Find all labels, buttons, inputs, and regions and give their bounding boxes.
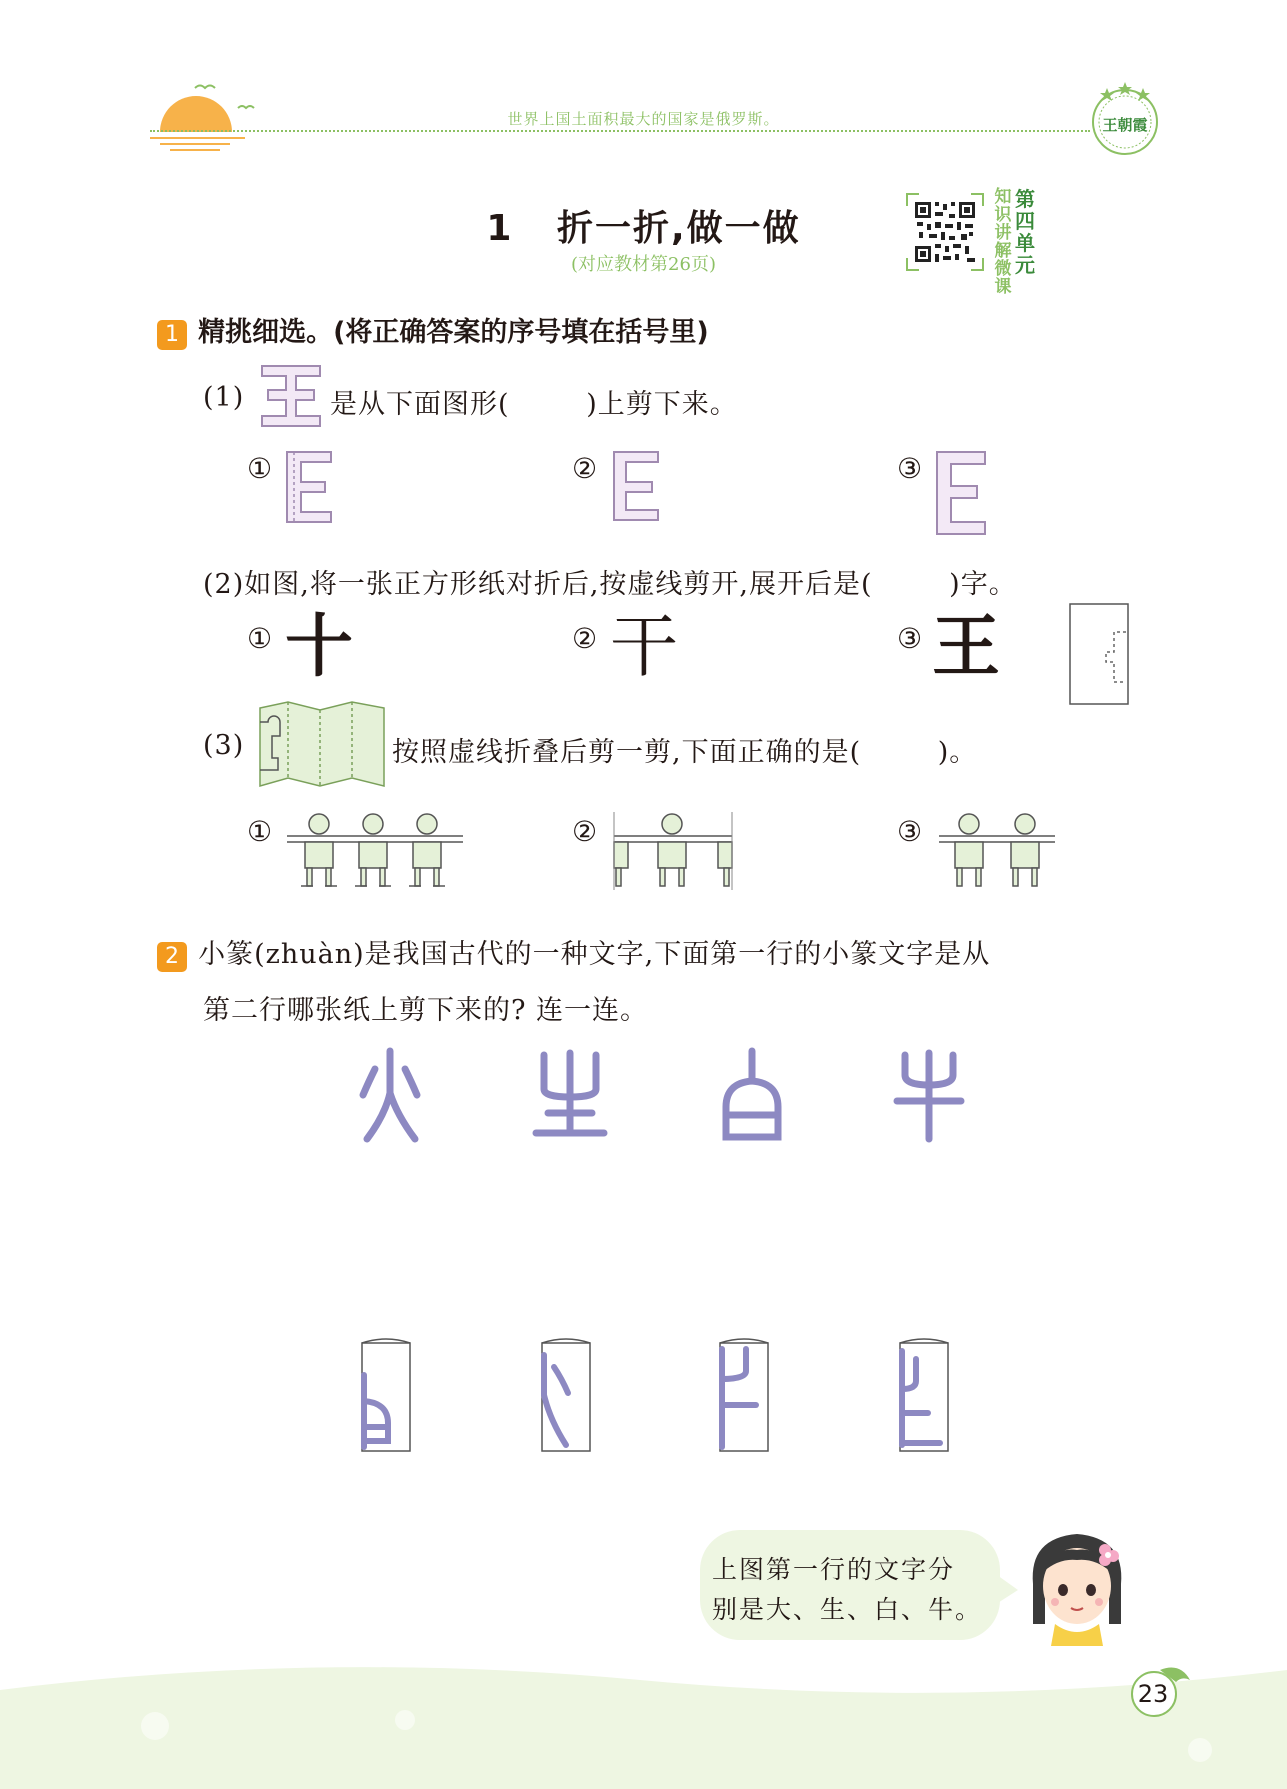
tip-line-2: 别是大、生、白、牛。 — [712, 1595, 983, 1624]
q3-text: 按照虚线折叠后剪一剪,下面正确的是( )。 — [392, 737, 978, 768]
q3-folded-strip — [258, 700, 386, 790]
brand-logo — [1085, 78, 1165, 158]
seal-char-sheng[interactable] — [530, 1045, 610, 1145]
q2-option-3[interactable]: ③ — [897, 622, 923, 655]
section1-title: 精挑细选。(将正确答案的序号填在括号里) — [198, 317, 709, 348]
q3-option-3[interactable]: ③ — [897, 815, 923, 848]
q1-option-1-shape — [285, 450, 335, 526]
q1-option-3-shape — [935, 450, 991, 538]
qr-code-icon[interactable] — [905, 192, 985, 272]
tip-text — [712, 1550, 1002, 1630]
q2-option-1-char: 十 — [285, 608, 354, 687]
q3-option-2-dolls — [612, 810, 734, 892]
folded-paper-2[interactable] — [538, 1335, 594, 1455]
section2-heading — [157, 932, 990, 972]
section2-badge: 2 — [157, 942, 187, 972]
page-subtitle: (对应教材第26页) — [571, 254, 716, 275]
q2-option-3-char: 王 — [932, 608, 1001, 687]
q2-option-2[interactable]: ② — [572, 622, 598, 655]
folded-paper-4[interactable] — [896, 1335, 952, 1455]
seal-char-niu[interactable] — [893, 1045, 965, 1145]
seal-char-bai[interactable] — [718, 1045, 786, 1145]
unit-tag: 第四单元 — [1015, 187, 1035, 277]
bottom-wave — [0, 1650, 1287, 1789]
q1-option-2-shape — [612, 450, 662, 526]
section1-badge: 1 — [157, 320, 187, 350]
q3-option-2[interactable]: ② — [572, 815, 598, 848]
q1-text: 是从下面图形( )上剪下来。 — [330, 389, 738, 420]
lesson-tag: 知识讲解微课 — [994, 187, 1012, 297]
q2-folded-paper — [1068, 602, 1132, 706]
tip-line-1: 上图第一行的文字分 — [712, 1555, 956, 1584]
q1-wang-shape — [260, 364, 322, 428]
q1-prefix: (1) — [203, 382, 245, 413]
q2-option-1[interactable]: ① — [247, 622, 273, 655]
header-fact: 世界上国土面积最大的国家是俄罗斯。 — [507, 110, 780, 128]
section1-heading — [157, 310, 709, 350]
page-number: 23 — [1137, 1680, 1169, 1708]
brand-name: 王朝霞 — [1102, 116, 1148, 134]
q2-text: (2)如图,将一张正方形纸对折后,按虚线剪开,展开后是( )字。 — [203, 569, 1017, 600]
q1-option-3[interactable]: ③ — [897, 452, 923, 485]
q1-option-2[interactable]: ② — [572, 452, 598, 485]
section2-line1: 小篆(zhuàn)是我国古代的一种文字,下面第一行的小篆文字是从 — [198, 939, 991, 970]
q3-prefix: (3) — [203, 730, 245, 761]
seal-char-da[interactable] — [355, 1045, 425, 1145]
header-divider — [150, 130, 1090, 132]
q3-option-1-dolls — [285, 810, 465, 892]
page-title — [0, 200, 1287, 251]
section2-line2: 第二行哪张纸上剪下来的? 连一连。 — [203, 995, 649, 1026]
folded-paper-3[interactable] — [716, 1335, 772, 1455]
q2-option-2-char: 干 — [610, 608, 679, 687]
q3-option-1[interactable]: ① — [247, 815, 273, 848]
folded-paper-1[interactable] — [358, 1335, 414, 1455]
title-text: 折一折,做一做 — [556, 208, 801, 249]
girl-avatar — [1025, 1528, 1130, 1648]
q1-option-1[interactable]: ① — [247, 452, 273, 485]
q3-option-3-dolls — [937, 810, 1057, 892]
title-number: 1 — [486, 208, 514, 249]
